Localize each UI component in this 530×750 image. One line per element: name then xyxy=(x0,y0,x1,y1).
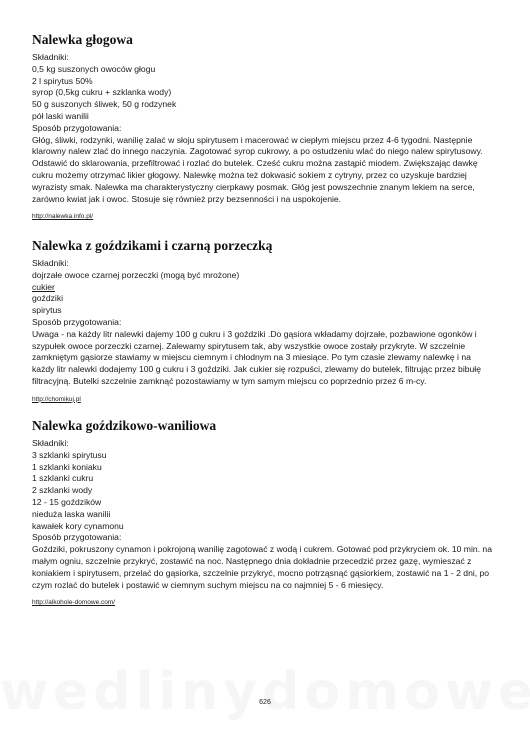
source-link[interactable]: http://nalewka.info.pl/ xyxy=(32,213,94,221)
ingredients-label: Składniki: xyxy=(32,52,69,62)
ingredient-item: 2 szklanki wody xyxy=(32,485,93,496)
ingredient-item: syrop (0,5kg cukru + szklanka wody) xyxy=(32,87,172,98)
ingredients-label: Składniki: xyxy=(32,258,69,268)
method-label: Sposób przygotowania: xyxy=(32,316,122,327)
recipe-title: Nalewka z goździkami i czarną porzeczką xyxy=(32,238,273,253)
method-text: Goździki, pokruszony cynamon i pokrojoną wanilię zagotować z wodą i cukrem. Gotować pod przykryciem ok. 10 min. na małym ogniu, szczelnie przykryć, zostawić na noc. Następnego dnia dokładnie przecedzić przez gazę, wymieszać z koniakiem i spirytusem, przelać do gąsiorka, szczelnie przykryć, mocno potrząsnąć gąsiorkiem, zostawić na 1 - 2 dni, po czym rozlać do butelek i postawić w ciemnym suchym miejscu na co najmniej 5 - 6 miesięcy. xyxy=(32,544,492,590)
ingredient-item: dojrzałe owoce czarnej porzeczki (mogą być mrożone) xyxy=(32,269,240,280)
ingredient-item: 0,5 kg suszonych owoców głogu xyxy=(32,63,156,74)
ingredient-item: 50 g suszonych śliwek, 50 g rodzynek xyxy=(32,99,177,110)
ingredient-item: kawałek kory cynamonu xyxy=(32,520,124,531)
method-text: Uwaga - na każdy litr nalewki dajemy 100 g cukru i 3 goździki .Do gąsiora wkładamy dojrzałe, pozbawione ogonków i szypułek owoce porzeczki czarnej. Zalewamy spirytusem tak, aby wszystkie owoce zostały przykryte. W szczelnie zamkniętym gąsiorze stawiamy w miejscu ciemnym i chłodnym na 3 miesiące. Po tym czasie zlewamy nalewkę i na każdy litr nalewki dodajemy 100 g cukru i 3 goździki. Jak cukier się rozpuści, zlewamy do butelek, filtrując przez bibułę filtracyjną. Butelki szczelnie zamknąć pozostawiamy w tym samym miejscu co poprzednio przez 6 m-cy. xyxy=(32,328,481,386)
ingredient-item: 2 l spirytus 50% xyxy=(32,75,93,86)
ingredient-item: 3 szklanki spirytusu xyxy=(32,449,107,460)
ingredient-item: spirytus xyxy=(32,305,62,316)
method-text: Głóg, śliwki, rodzynki, wanilię zalać w słoju spirytusem i macerować w ciepłym miejscu przez 4-6 tygodni. Następnie klarowny nalew zlać do innego naczynia. Zagotować syrop cukrowy, a po ostudzeniu wlać do niego nalew spirytusowy. Odstawić do sklarowania, przefiltrować i rozlać do butelek. Cześć cukru można zastąpić miodem. Zwiększając dawkę cukru możemy otrzymać likier głogowy. Nalewkę można też dokwasić sokiem z cytryny, przez co uzyskuje bardziej wyrazisty smak. Nalewka ma charakterystyczny cierpkawy posmak. Głóg jest powszechnie znanym lekiem na serce, zarówno kwiat jak i owoc. Stosuje się również przy bezsenności i na uspokojenie. xyxy=(32,134,483,204)
recipe-nalewka-gozdziki-porzeczka xyxy=(32,238,502,406)
ingredient-item: goździki xyxy=(32,293,64,304)
method-label: Sposób przygotowania: xyxy=(32,122,122,133)
recipe-title: Nalewka goździkowo-waniliowa xyxy=(32,418,217,433)
ingredient-item: 12 - 15 goździków xyxy=(32,496,102,507)
ingredient-item: pół laski wanilii xyxy=(32,110,89,121)
recipe-nalewka-gozdzikowo-waniliowa xyxy=(32,418,502,609)
ingredient-item: 1 szklanki cukru xyxy=(32,473,94,484)
method-label: Sposób przygotowania: xyxy=(32,532,122,543)
ingredients-label: Składniki: xyxy=(32,438,69,448)
site-watermark xyxy=(0,662,530,722)
recipe-nalewka-glogowa xyxy=(32,32,502,223)
recipe-title: Nalewka głogowa xyxy=(32,32,133,47)
page-number: 626 xyxy=(259,699,271,706)
source-link[interactable]: http://alkohole-domowe.com/ xyxy=(32,599,116,607)
ingredient-item: 1 szklanki koniaku xyxy=(32,461,102,472)
ingredient-item-link[interactable]: cukier xyxy=(32,281,55,292)
ingredient-item: nieduża laska wanilii xyxy=(32,508,111,519)
source-link[interactable]: http://chomikuj.pl xyxy=(32,395,81,403)
